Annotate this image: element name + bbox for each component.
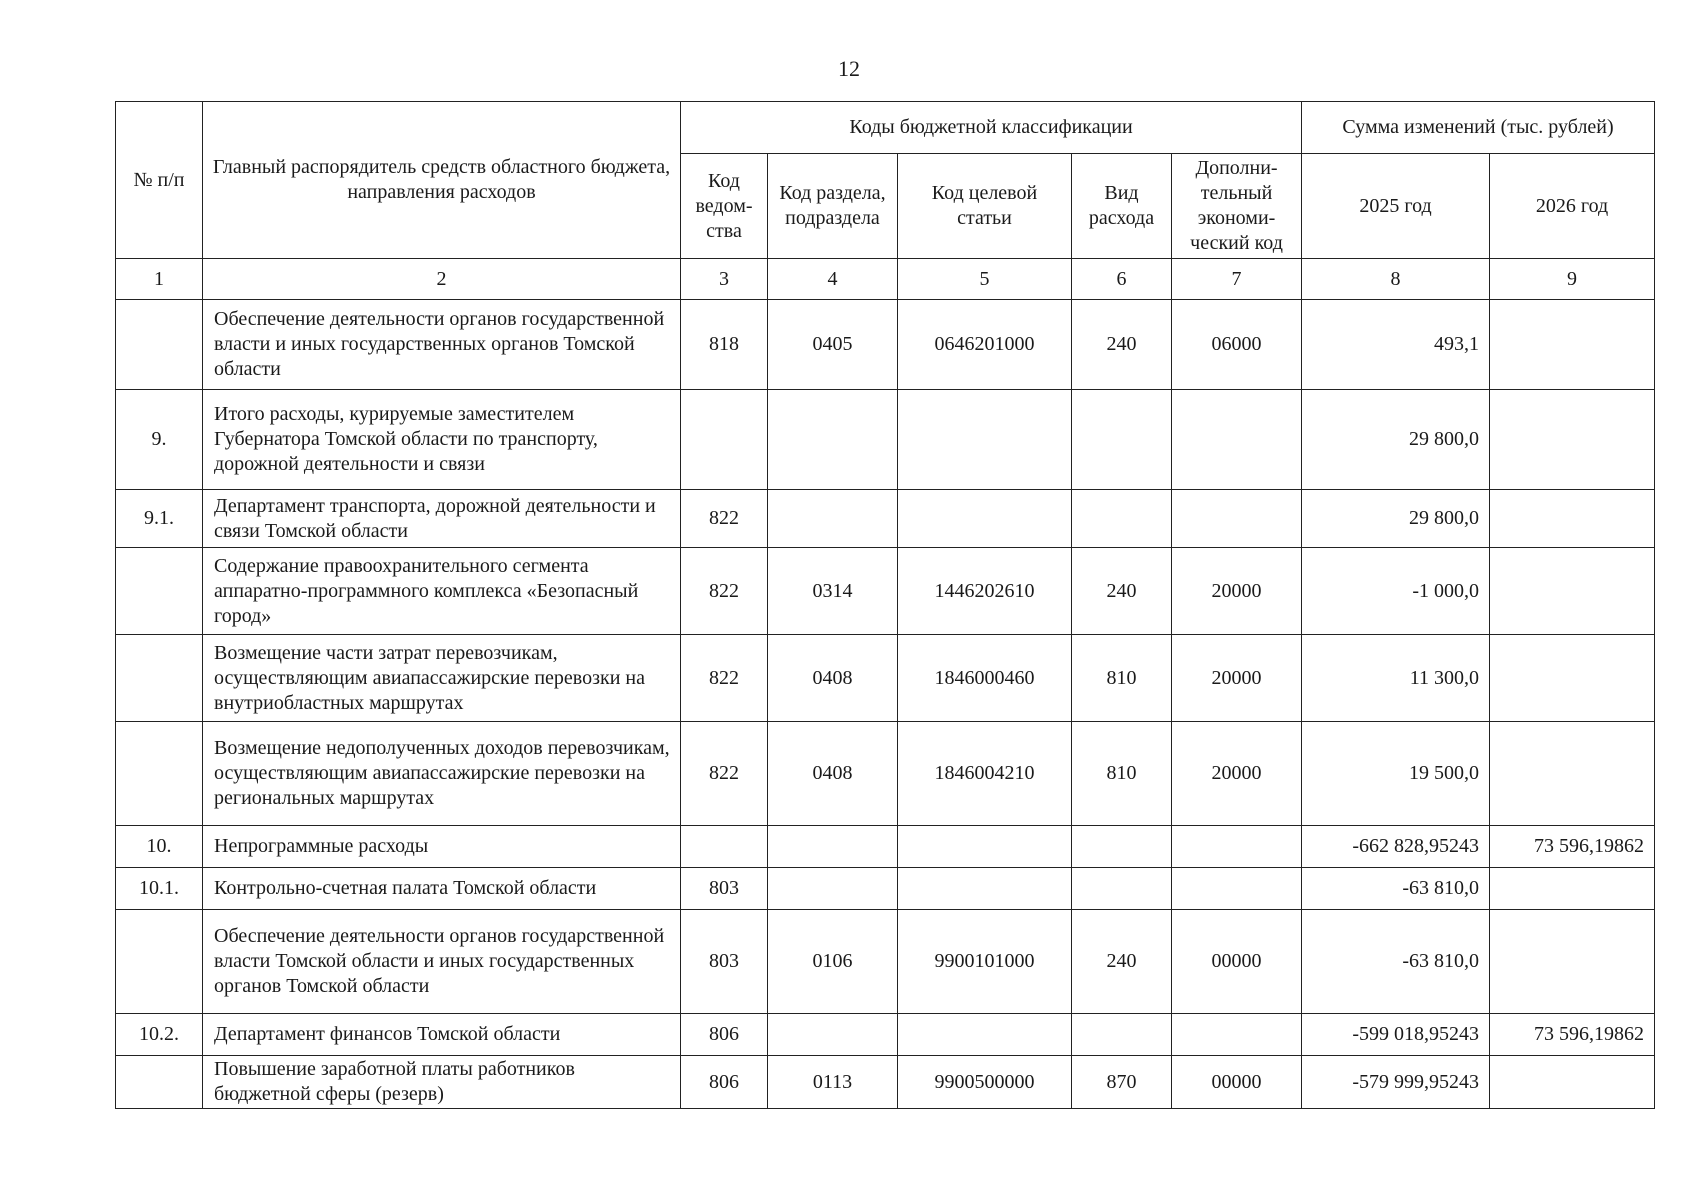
- header-year-2026: 2026 год: [1490, 154, 1655, 259]
- row-sum-2026: [1490, 1056, 1655, 1109]
- row-number: 10.2.: [116, 1014, 203, 1056]
- row-sum-2026: [1490, 390, 1655, 490]
- row-number: 10.1.: [116, 868, 203, 910]
- row-sum-2025: -579 999,95243: [1302, 1056, 1490, 1109]
- row-sum-2026: [1490, 635, 1655, 722]
- table-row: [116, 635, 1655, 722]
- row-name: Департамент транспорта, дорожной деятельности и связи Томской области: [203, 490, 681, 548]
- row-code-razdel: 0106: [768, 910, 898, 1014]
- row-code-vid: 240: [1072, 300, 1172, 390]
- row-sum-2026: 73 596,19862: [1490, 826, 1655, 868]
- row-sum-2026: [1490, 548, 1655, 635]
- row-code-dop: [1172, 868, 1302, 910]
- row-name: Итого расходы, курируемые заместителем Губернатора Томской области по транспорту, дорожной деятельности и связи: [203, 390, 681, 490]
- table-row: [116, 490, 1655, 548]
- column-number-8: 8: [1302, 259, 1490, 300]
- row-code-dop: 20000: [1172, 722, 1302, 826]
- row-code-dop: 20000: [1172, 635, 1302, 722]
- row-code-vid: 810: [1072, 635, 1172, 722]
- row-code-vid: [1072, 390, 1172, 490]
- row-sum-2025: 493,1: [1302, 300, 1490, 390]
- budget-table: [115, 101, 1655, 1109]
- row-code-ved: 822: [681, 490, 768, 548]
- column-number-1: 1: [116, 259, 203, 300]
- row-sum-2026: [1490, 300, 1655, 390]
- row-code-cel: 1846004210: [898, 722, 1072, 826]
- row-code-ved: 803: [681, 868, 768, 910]
- row-sum-2025: -63 810,0: [1302, 868, 1490, 910]
- row-code-cel: 1846000460: [898, 635, 1072, 722]
- row-code-cel: [898, 490, 1072, 548]
- row-code-dop: 00000: [1172, 1056, 1302, 1109]
- table-row: [116, 1014, 1655, 1056]
- row-sum-2026: [1490, 490, 1655, 548]
- column-number-3: 3: [681, 259, 768, 300]
- row-code-razdel: 0408: [768, 635, 898, 722]
- row-code-dop: [1172, 490, 1302, 548]
- row-code-razdel: 0314: [768, 548, 898, 635]
- page-number: 12: [838, 56, 860, 81]
- row-code-cel: 1446202610: [898, 548, 1072, 635]
- row-code-vid: 240: [1072, 548, 1172, 635]
- row-code-dop: 06000: [1172, 300, 1302, 390]
- row-code-vid: 810: [1072, 722, 1172, 826]
- row-code-vid: 240: [1072, 910, 1172, 1014]
- row-code-ved: 822: [681, 548, 768, 635]
- row-number: [116, 548, 203, 635]
- row-number: [116, 300, 203, 390]
- row-code-ved: 806: [681, 1056, 768, 1109]
- row-number: [116, 1056, 203, 1109]
- row-name: Содержание правоохранительного сегмента аппаратно-программного комплекса «Безопасный город»: [203, 548, 681, 635]
- table-row: [116, 910, 1655, 1014]
- table-row: [116, 1056, 1655, 1109]
- column-number-4: 4: [768, 259, 898, 300]
- row-number: 10.: [116, 826, 203, 868]
- row-code-dop: [1172, 826, 1302, 868]
- table-row: [116, 390, 1655, 490]
- row-sum-2025: 29 800,0: [1302, 490, 1490, 548]
- row-code-razdel: [768, 1014, 898, 1056]
- row-code-ved: 822: [681, 635, 768, 722]
- row-code-ved: 822: [681, 722, 768, 826]
- header-codes-group: Коды бюджетной классификации: [681, 102, 1302, 154]
- row-number: [116, 910, 203, 1014]
- column-number-7: 7: [1172, 259, 1302, 300]
- row-number: [116, 722, 203, 826]
- column-number-5: 5: [898, 259, 1072, 300]
- row-name: Департамент финансов Томской области: [203, 1014, 681, 1056]
- row-sum-2026: [1490, 722, 1655, 826]
- table-row: [116, 868, 1655, 910]
- row-code-razdel: [768, 390, 898, 490]
- row-code-dop: 00000: [1172, 910, 1302, 1014]
- header-code-vid: Вид расхода: [1072, 154, 1172, 259]
- row-code-dop: 20000: [1172, 548, 1302, 635]
- row-code-razdel: [768, 868, 898, 910]
- row-number: 9.1.: [116, 490, 203, 548]
- row-code-razdel: 0113: [768, 1056, 898, 1109]
- table-row: [116, 548, 1655, 635]
- column-number-9: 9: [1490, 259, 1655, 300]
- row-code-razdel: 0408: [768, 722, 898, 826]
- row-sum-2025: 29 800,0: [1302, 390, 1490, 490]
- row-code-razdel: [768, 826, 898, 868]
- row-code-razdel: 0405: [768, 300, 898, 390]
- column-number-2: 2: [203, 259, 681, 300]
- row-sum-2025: 11 300,0: [1302, 635, 1490, 722]
- row-code-cel: [898, 868, 1072, 910]
- row-code-cel: [898, 390, 1072, 490]
- row-number: [116, 635, 203, 722]
- table-row: [116, 826, 1655, 868]
- row-code-ved: 818: [681, 300, 768, 390]
- row-code-cel: [898, 826, 1072, 868]
- row-code-ved: [681, 826, 768, 868]
- table-row: [116, 300, 1655, 390]
- row-sum-2025: -662 828,95243: [1302, 826, 1490, 868]
- row-code-ved: 806: [681, 1014, 768, 1056]
- row-name: Возмещение недополученных доходов перевозчикам, осуществляющим авиапассажирские перевозки на региональных маршрутах: [203, 722, 681, 826]
- row-sum-2025: -599 018,95243: [1302, 1014, 1490, 1056]
- row-name: Обеспечение деятельности органов государственной власти и иных государственных органов Томской области: [203, 300, 681, 390]
- row-name: Возмещение части затрат перевозчикам, осуществляющим авиапассажирские перевозки на внутриобластных маршрутах: [203, 635, 681, 722]
- row-code-vid: [1072, 490, 1172, 548]
- header-name: Главный распорядитель средств областного бюджета, направления расходов: [203, 102, 681, 259]
- header-code-cel: Код целевой статьи: [898, 154, 1072, 259]
- row-code-cel: 0646201000: [898, 300, 1072, 390]
- row-sum-2025: -1 000,0: [1302, 548, 1490, 635]
- header-number: № п/п: [116, 102, 203, 259]
- row-code-razdel: [768, 490, 898, 548]
- row-sum-2025: -63 810,0: [1302, 910, 1490, 1014]
- table-row: [116, 722, 1655, 826]
- column-number-6: 6: [1072, 259, 1172, 300]
- row-sum-2026: [1490, 868, 1655, 910]
- row-number: 9.: [116, 390, 203, 490]
- row-code-cel: [898, 1014, 1072, 1056]
- header-code-razdel: Код раздела, подраздела: [768, 154, 898, 259]
- row-name: Непрограммные расходы: [203, 826, 681, 868]
- row-code-ved: 803: [681, 910, 768, 1014]
- row-code-vid: 870: [1072, 1056, 1172, 1109]
- row-sum-2026: 73 596,19862: [1490, 1014, 1655, 1056]
- row-code-cel: 9900101000: [898, 910, 1072, 1014]
- row-name: Обеспечение деятельности органов государственной власти Томской области и иных государственных органов Томской области: [203, 910, 681, 1014]
- row-code-ved: [681, 390, 768, 490]
- row-code-dop: [1172, 390, 1302, 490]
- row-sum-2025: 19 500,0: [1302, 722, 1490, 826]
- header-code-dop: Дополни-тельный экономи-ческий код: [1172, 154, 1302, 259]
- row-name: Повышение заработной платы работников бюджетной сферы (резерв): [203, 1056, 681, 1109]
- row-code-vid: [1072, 1014, 1172, 1056]
- row-code-dop: [1172, 1014, 1302, 1056]
- row-code-vid: [1072, 826, 1172, 868]
- header-year-2025: 2025 год: [1302, 154, 1490, 259]
- row-code-cel: 9900500000: [898, 1056, 1072, 1109]
- row-name: Контрольно-счетная палата Томской области: [203, 868, 681, 910]
- row-code-vid: [1072, 868, 1172, 910]
- header-sum-group: Сумма изменений (тыс. рублей): [1302, 102, 1655, 154]
- row-sum-2026: [1490, 910, 1655, 1014]
- header-code-ved: Код ведом-ства: [681, 154, 768, 259]
